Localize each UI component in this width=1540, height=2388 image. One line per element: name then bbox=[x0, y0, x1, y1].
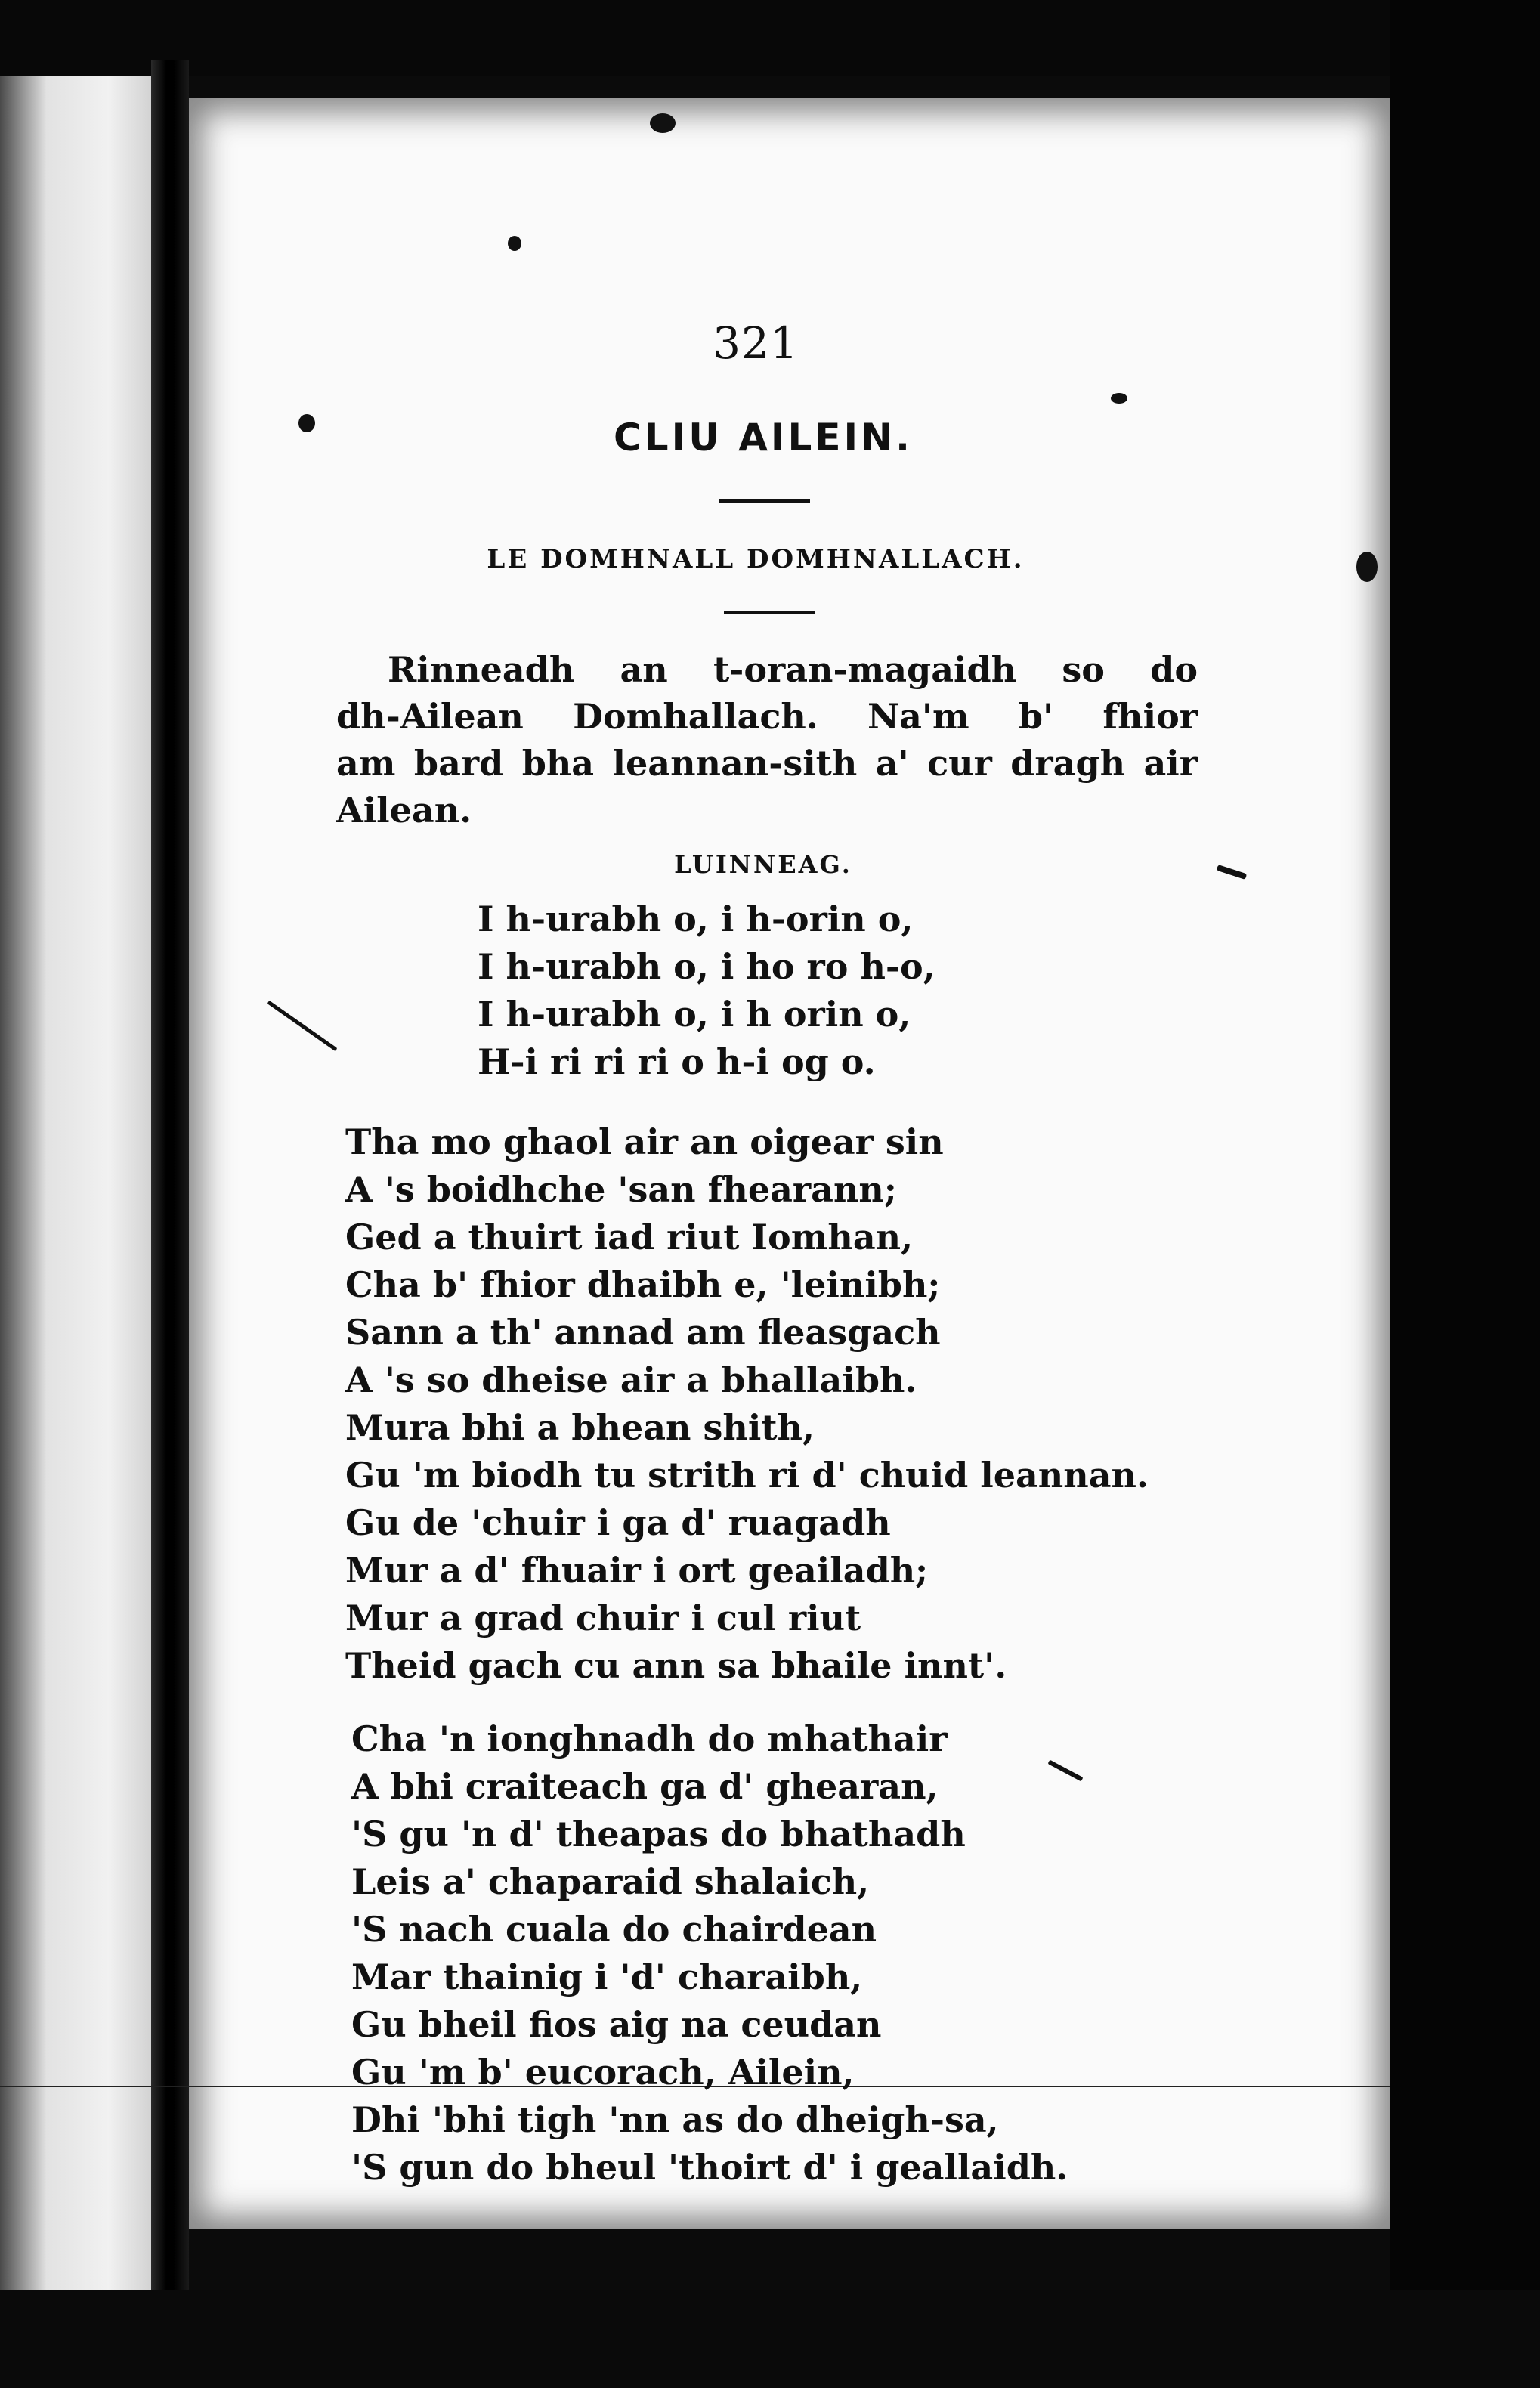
verse-line: Leis a' chaparaid shalaich, bbox=[351, 1861, 870, 1902]
intro-line: Rinneadh an t-oran-magaidh so do bbox=[388, 649, 1198, 690]
verse-line: Tha mo ghaol air an oigear sin bbox=[345, 1121, 944, 1162]
intro-paragraph bbox=[336, 646, 1198, 834]
poem-author: LE DOMHNALL DOMHNALLACH. bbox=[487, 544, 1025, 574]
page-number: 321 bbox=[713, 317, 799, 369]
ink-speck bbox=[1111, 393, 1127, 404]
verse-line: A bhi craiteach ga d' ghearan, bbox=[351, 1766, 939, 1807]
ink-speck bbox=[298, 414, 315, 432]
verse-line: 'S nach cuala do chairdean bbox=[351, 1909, 877, 1950]
verse-line: Dhi 'bhi tigh 'nn as do dheigh-sa, bbox=[351, 2099, 999, 2140]
intro-line: Ailean. bbox=[336, 790, 472, 831]
verse-line: A 's boidhche 'san fhearann; bbox=[345, 1169, 897, 1210]
verse-line: Gu de 'chuir i ga d' ruagadh bbox=[345, 1502, 891, 1543]
verse-line: Gu bheil fios aig na ceudan bbox=[351, 2004, 882, 2045]
scan-border-bottom bbox=[0, 2290, 1540, 2388]
verse-line: Mur a d' fhuair i ort geailadh; bbox=[345, 1550, 929, 1591]
verse-line: Mura bhi a bhean shith, bbox=[345, 1407, 815, 1448]
ink-speck bbox=[650, 113, 676, 133]
scan-border-top bbox=[0, 0, 1540, 76]
ink-speck bbox=[1356, 552, 1378, 582]
verse-line: Gu 'm biodh tu strith ri d' chuid leannan. bbox=[345, 1455, 1149, 1496]
book-gutter bbox=[151, 60, 189, 2320]
verse-line: Mar thainig i 'd' charaibh, bbox=[351, 1956, 863, 1997]
poem-title: CLIU AILEIN. bbox=[614, 416, 913, 459]
chorus-line: H-i ri ri ri o h-i og o. bbox=[478, 1041, 876, 1082]
verse-line: Sann a th' annad am fleasgach bbox=[345, 1312, 941, 1353]
verse-line: Cha 'n ionghnadh do mhathair bbox=[351, 1718, 948, 1759]
verse-line: A 's so dheise air a bhallaibh. bbox=[345, 1359, 917, 1400]
chorus-line: I h-urabh o, i h orin o, bbox=[478, 994, 911, 1035]
stanza-2 bbox=[351, 1715, 1068, 2192]
intro-line: dh-Ailean Domhallach. Na'm b' fhior bbox=[336, 696, 1198, 737]
intro-line: am bard bha leannan-sith a' cur dragh air bbox=[336, 743, 1198, 784]
facing-page-edge bbox=[0, 76, 155, 2290]
verse-line: Theid gach cu ann sa bhaile innt'. bbox=[345, 1645, 1007, 1686]
chorus-line: I h-urabh o, i ho ro h-o, bbox=[478, 946, 935, 987]
stanza-1 bbox=[345, 1118, 1149, 1690]
verse-line: Cha b' fhior dhaibh e, 'leinibh; bbox=[345, 1264, 941, 1305]
chorus-line: I h-urabh o, i h-orin o, bbox=[478, 899, 914, 939]
chorus-block bbox=[478, 896, 935, 1086]
chorus-heading: LUINNEAG. bbox=[674, 850, 852, 879]
verse-line: 'S gun do bheul 'thoirt d' i geallaidh. bbox=[351, 2147, 1068, 2188]
author-divider bbox=[724, 611, 815, 614]
title-divider bbox=[719, 499, 810, 503]
scan-border-right bbox=[1390, 0, 1540, 2388]
verse-line: Ged a thuirt iad riut Iomhan, bbox=[345, 1217, 914, 1257]
ink-speck bbox=[508, 236, 521, 251]
verse-line: Mur a grad chuir i cul riut bbox=[345, 1598, 861, 1638]
verse-line: 'S gu 'n d' theapas do bhathadh bbox=[351, 1814, 966, 1854]
verse-line: Gu 'm b' eucorach, Ailein, bbox=[351, 2052, 855, 2093]
